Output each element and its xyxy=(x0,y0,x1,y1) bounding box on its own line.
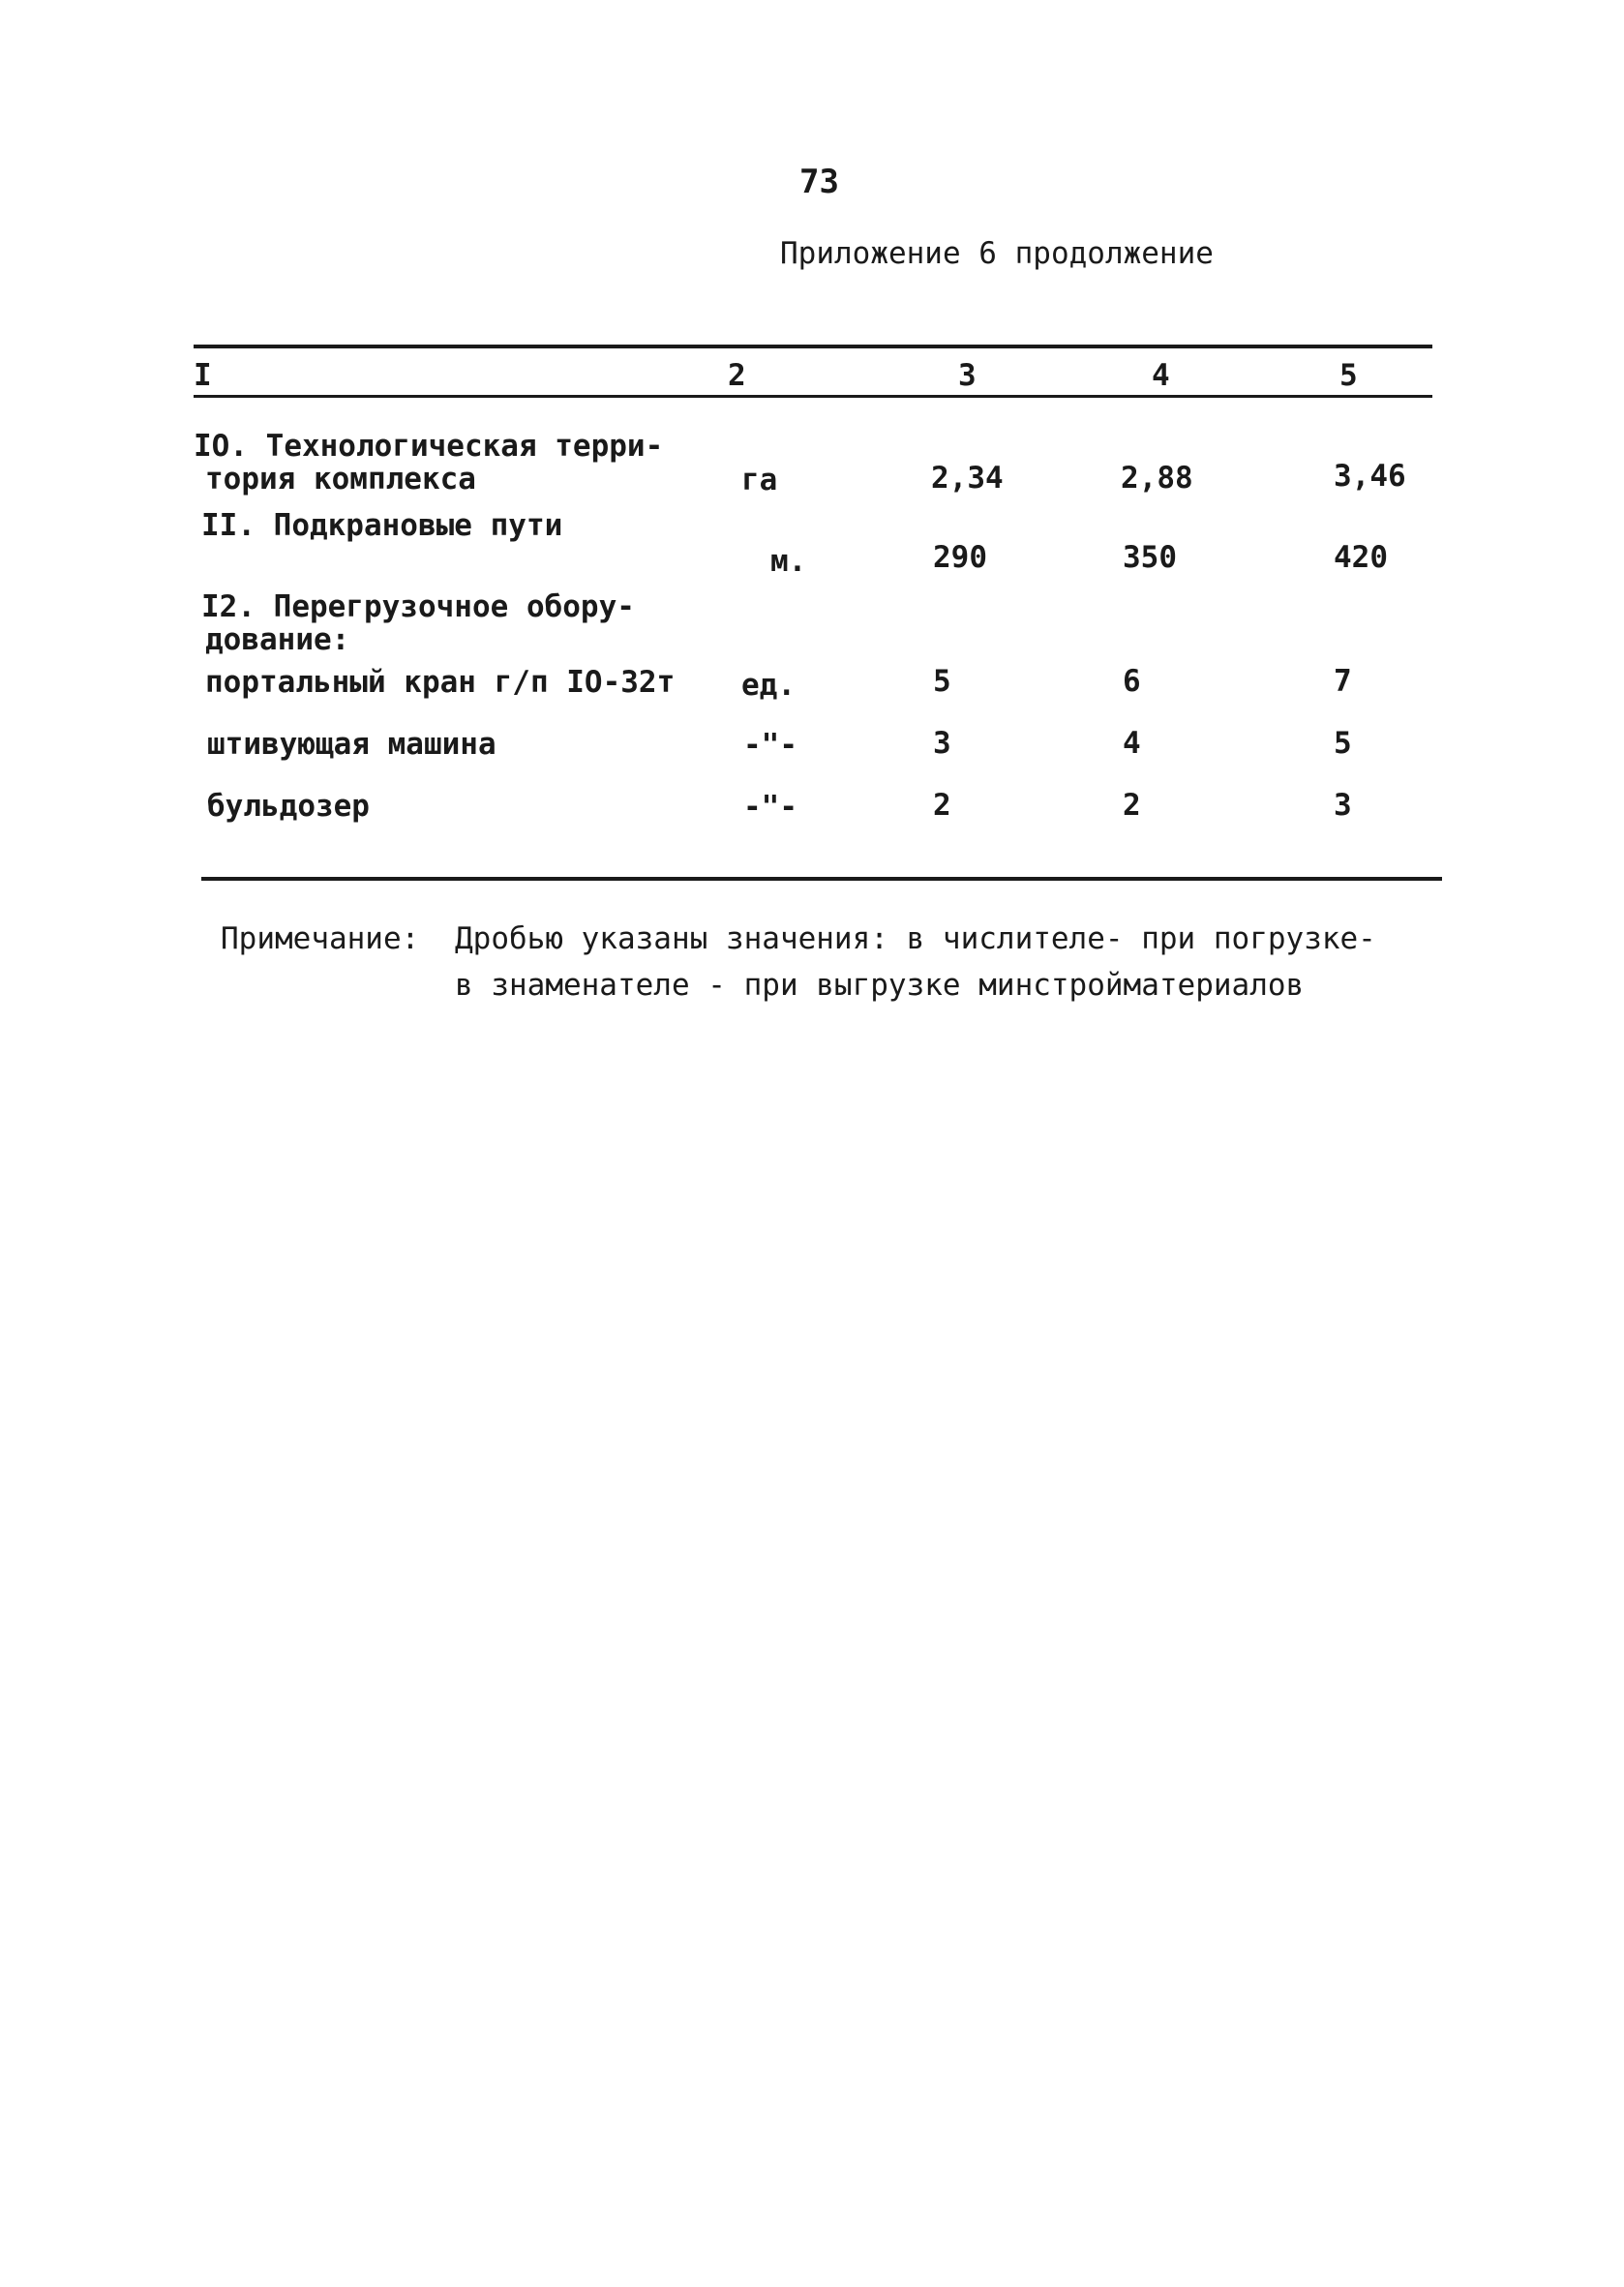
row-name-line: портальный кран г/п IO-32т xyxy=(205,665,676,700)
row-unit: -"- xyxy=(743,728,797,763)
page-number: 73 xyxy=(799,163,839,201)
header-col-3: 3 xyxy=(958,358,977,393)
row-name-line: тория комплекса xyxy=(205,462,476,497)
note-label: Примечание: xyxy=(221,921,420,956)
row-value-col3: 5 xyxy=(933,664,951,699)
table-row-name xyxy=(207,728,496,761)
header-col-5: 5 xyxy=(1339,358,1358,393)
table-row-name xyxy=(207,790,370,823)
row-value-col4: 4 xyxy=(1123,726,1141,761)
table-top-rule xyxy=(194,345,1432,348)
row-value-col4: 6 xyxy=(1123,664,1141,699)
row-unit: га xyxy=(741,463,778,497)
table-header-rule xyxy=(194,395,1432,398)
row-value-col3: 2,34 xyxy=(931,461,1004,496)
row-value-col3: 3 xyxy=(933,726,951,761)
row-value-col5: 7 xyxy=(1334,664,1352,699)
note-line-2: в знаменателе - при выгрузке минстройматериалов xyxy=(455,968,1305,1003)
table-bottom-rule xyxy=(201,877,1442,881)
row-value-col4: 350 xyxy=(1123,540,1177,575)
row-value-col5: 3,46 xyxy=(1334,459,1406,494)
row-unit: м. xyxy=(770,544,807,579)
row-name-line: бульдозер xyxy=(207,789,370,824)
row-value-col4: 2 xyxy=(1123,788,1141,823)
row-name-line: дование: xyxy=(205,622,350,657)
row-value-col5: 3 xyxy=(1334,788,1352,823)
row-value-col5: 420 xyxy=(1334,540,1388,575)
row-name-line: штивующая машина xyxy=(207,727,496,762)
row-name-line: II. Подкрановые пути xyxy=(201,508,563,543)
table-row-name xyxy=(205,666,675,699)
row-value-col3: 290 xyxy=(933,540,987,575)
table-row-name xyxy=(194,430,663,496)
row-value-col3: 2 xyxy=(933,788,951,823)
header-col-4: 4 xyxy=(1152,358,1170,393)
row-name-line: I2. Перегрузочное обору- xyxy=(201,589,635,624)
table-row-name xyxy=(201,590,635,656)
header-col-1: I xyxy=(194,358,212,393)
header-col-2: 2 xyxy=(728,358,746,393)
appendix-label: Приложение 6 продолжение xyxy=(780,236,1214,271)
row-name-line: IO. Технологическая терри- xyxy=(194,429,664,464)
row-unit: ед. xyxy=(741,668,796,703)
row-unit: -"- xyxy=(743,790,797,825)
note-line-1: Дробью указаны значения: в числителе- при погрузке- xyxy=(455,921,1376,956)
table-row-name xyxy=(201,509,562,542)
row-value-col5: 5 xyxy=(1334,726,1352,761)
row-value-col4: 2,88 xyxy=(1121,461,1193,496)
